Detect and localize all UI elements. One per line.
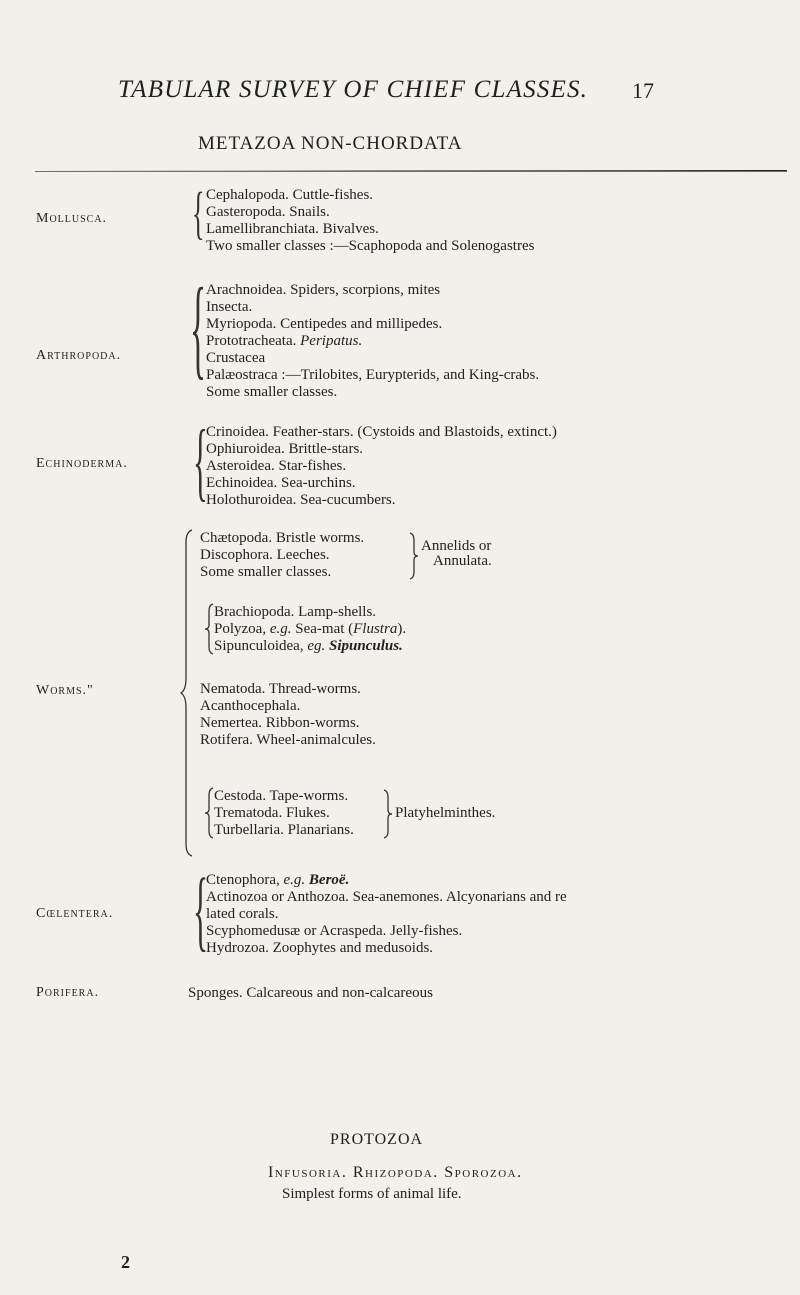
group-name-coelentera: Cœlentera. [36,906,114,921]
coelentera-line-5: Hydrozoa. Zoophytes and medusoids. [206,940,434,956]
group-name-worms: Worms." [36,683,94,698]
group-name-porifera: Porifera. [36,985,100,1000]
group-name-arthropoda: Arthropoda. [36,348,122,363]
arthropoda-line-4 [206,333,362,350]
running-header-title: TABULAR SURVEY OF CHIEF CLASSES. [118,76,589,103]
arthropoda-line-4-text: Prototracheata. [206,333,297,349]
annelids-right-brace [408,532,420,580]
sipunculoidea-text: Sipunculoidea, [214,638,304,654]
platy-line-3: Turbellaria. Planarians. [214,822,354,838]
platy-line-1: Cestoda. Tape-worms. [214,788,349,804]
section-title: METAZOA NON-CHORDATA [198,133,463,154]
coelentera-line-3: lated corals. [206,906,279,922]
mollusca-line-1: Cephalopoda. Cuttle-fishes. [206,187,374,203]
ctenophora-text: Ctenophora, [206,872,280,888]
brace-coelentera: { [193,861,209,960]
coelentera-line-4: Scyphomedusæ or Acraspeda. Jelly-fishes. [206,923,463,939]
page-number: 17 [632,78,654,103]
platy-right-brace [382,789,394,839]
echinoderma-line-1: Crinoidea. Feather-stars. (Cystoids and Blastoids, extinct.) [206,424,557,440]
arthropoda-line-3: Myriopoda. Centipedes and millipedes. [206,316,443,332]
worms-other-3: Nemertea. Ribbon-worms. [200,715,360,731]
arthropoda-line-5: Crustacea [206,350,266,366]
section-rule [35,169,787,172]
arthropoda-line-7: Some smaller classes. [206,384,338,400]
sipunculus-italic: Sipunculus. [329,638,403,654]
annelids-line-1: Chætopoda. Bristle worms. [200,530,365,546]
brace-arthropoda: { [190,266,207,390]
arthropoda-line-1: Arachnoidea. Spiders, scorpions, mites [206,282,441,298]
brachio-line-3 [214,638,403,655]
signature-number: 2 [121,1252,130,1272]
ctenophora-eg: e.g. [283,872,306,888]
porifera-line: Sponges. Calcareous and non-calcareous [188,985,433,1001]
brace-echinoderma: { [193,413,208,510]
mollusca-line-3: Lamellibranchiata. Bivalves. [206,221,379,237]
echinoderma-line-2: Ophiuroidea. Brittle-stars. [206,441,364,457]
echinoderma-line-3: Asteroidea. Star-fishes. [206,458,347,474]
echinoderma-line-5: Holothuroidea. Sea-cucumbers. [206,492,396,508]
protozoa-description: Simplest forms of animal life. [282,1186,462,1202]
polyzoa-eg: e.g. [269,621,292,637]
protozoa-classes: Infusoria. Rhizopoda. Sporozoa. [268,1164,523,1181]
polyzoa-end: ). [397,621,407,637]
annelids-label-1: Annelids or [421,538,492,554]
worms-other-2: Acanthocephala. [200,698,301,714]
mollusca-line-4: Two smaller classes :—Scaphopoda and Solenogastres [206,238,535,254]
arthropoda-line-2: Insecta. [206,299,253,315]
worms-other-4: Rotifera. Wheel-animalcules. [200,732,376,748]
flustra-italic: Flustra [353,621,398,637]
arthropoda-line-6: Palæostraca :—Trilobites, Eurypterids, and King-crabs. [206,367,540,383]
beroe-italic: Beroë. [308,872,350,888]
echinoderma-line-4: Echinoidea. Sea-urchins. [206,475,356,491]
sipunculoidea-eg: eg. [307,638,326,654]
group-name-mollusca: Mollusca. [36,211,108,226]
mollusca-line-2: Gasteropoda. Snails. [206,204,330,220]
polyzoa-mid: Sea-mat ( [295,621,354,637]
brachio-line-2 [214,621,406,638]
brace-mollusca: { [192,180,205,245]
annelids-line-3: Some smaller classes. [200,564,332,580]
brace-worms [180,528,196,858]
annelids-line-2: Discophora. Leeches. [200,547,330,563]
worms-other-1: Nematoda. Thread-worms. [200,681,361,697]
platy-line-2: Trematoda. Flukes. [214,805,330,821]
polyzoa-text: Polyzoa, [214,621,267,637]
peripatus-italic: Peripatus. [300,333,363,349]
coelentera-line-1 [206,872,349,889]
protozoa-title: PROTOZOA [330,1131,424,1148]
group-name-echinoderma: Echinoderma. [36,456,128,471]
annelids-label-2: Annulata. [433,553,492,569]
coelentera-line-2: Actinozoa or Anthozoa. Sea-anemones. Alcyonarians and re [206,889,567,905]
platy-label: Platyhelminthes. [395,805,496,821]
brachio-line-1: Brachiopoda. Lamp-shells. [214,604,377,620]
